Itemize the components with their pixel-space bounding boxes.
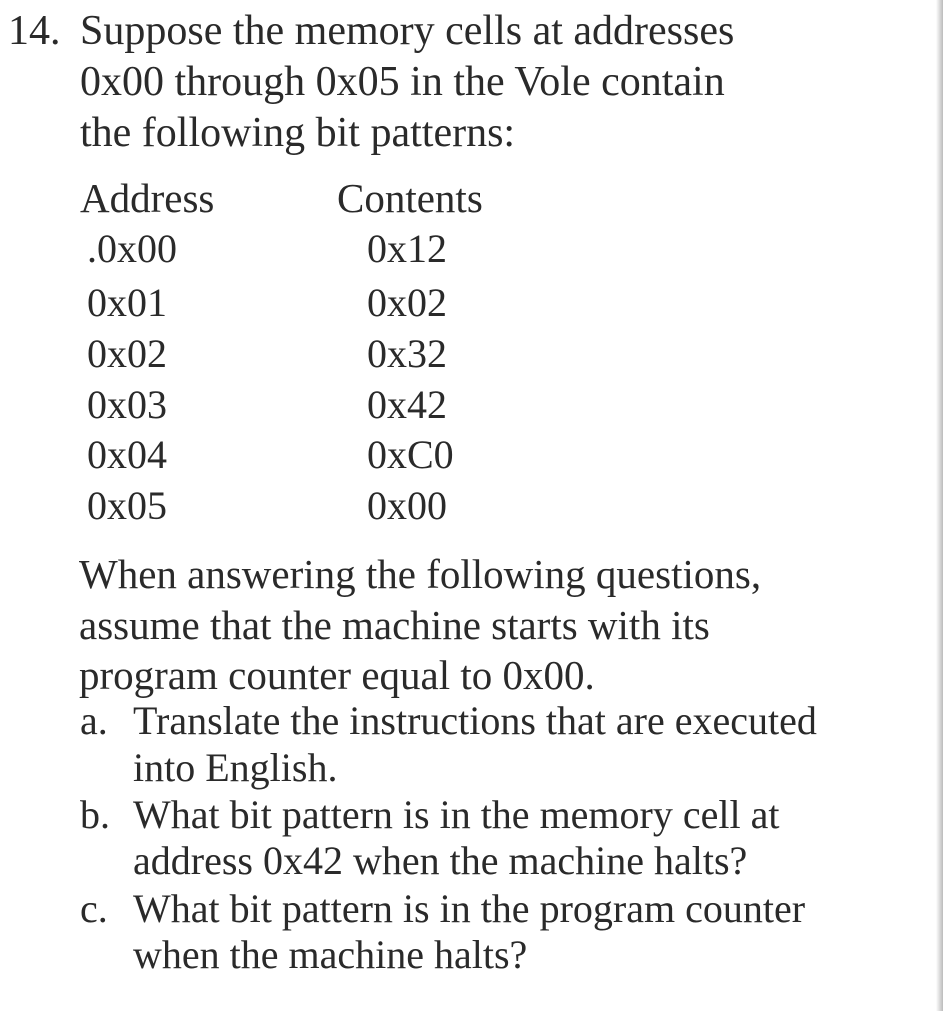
subquestion-b-text: What bit pattern is in the memory cell at (133, 792, 780, 837)
page-edge-shadow (936, 0, 943, 1011)
address-cell: 0x05 (87, 483, 167, 528)
subquestion-a-letter: a. (80, 698, 108, 743)
subquestion-c-letter: c. (80, 886, 108, 931)
subquestion-a-text: into English. (133, 745, 338, 790)
instructions-line: assume that the machine starts with its (79, 602, 710, 648)
contents-cell: 0xC0 (367, 432, 454, 477)
subquestion-b-text: address 0x42 when the machine halts? (133, 838, 748, 883)
address-cell: 0x04 (87, 432, 167, 477)
contents-column-header: Contents (337, 175, 483, 221)
subquestion-a-text: Translate the instructions that are executed (133, 698, 817, 743)
address-column-header: Address (80, 175, 215, 221)
question-number: 14. (8, 8, 61, 54)
contents-cell: 0x02 (367, 280, 447, 325)
contents-cell: 0x32 (367, 331, 447, 376)
contents-cell: 0x42 (367, 382, 447, 427)
subquestion-c-text: when the machine halts? (133, 932, 528, 977)
contents-cell: 0x00 (367, 483, 447, 528)
address-cell: 0x01 (87, 280, 167, 325)
address-cell: 0x03 (87, 382, 167, 427)
subquestion-c-text: What bit pattern is in the program counter (133, 886, 806, 931)
address-cell: 0x02 (87, 331, 167, 376)
contents-cell: 0x12 (367, 226, 447, 271)
question-stem-line: Suppose the memory cells at addresses (80, 8, 735, 54)
address-cell: .0x00 (87, 226, 177, 271)
instructions-line: When answering the following questions, (79, 551, 762, 597)
question-stem-line: 0x00 through 0x05 in the Vole contain (80, 59, 725, 105)
instructions-line: program counter equal to 0x00. (79, 652, 595, 698)
subquestion-b-letter: b. (80, 792, 110, 837)
question-stem-line: the following bit patterns: (80, 110, 516, 156)
